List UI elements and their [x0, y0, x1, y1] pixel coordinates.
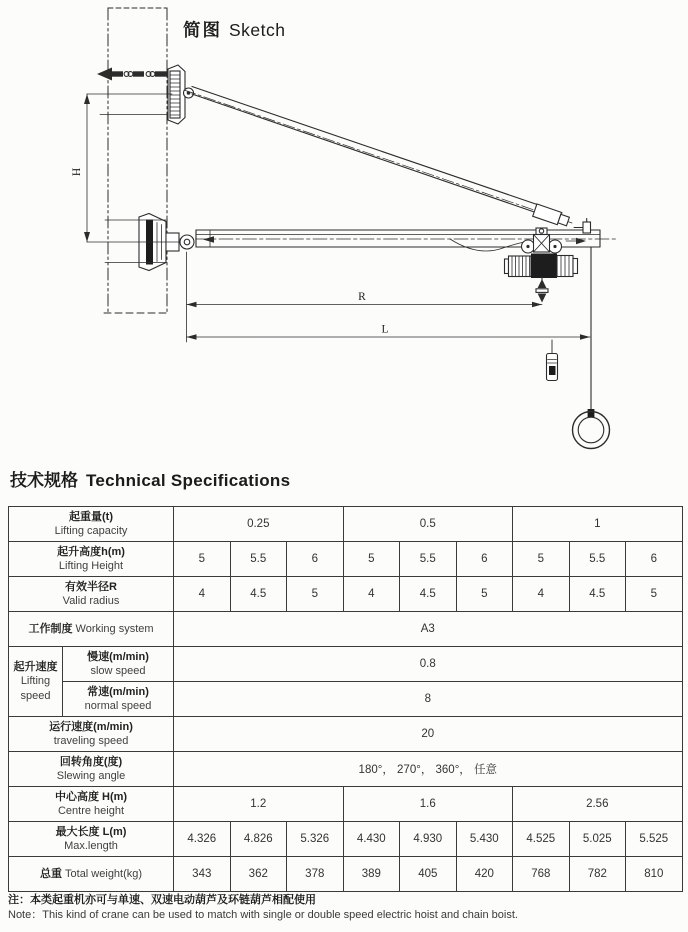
row-label: 起升速度 Lifting speed: [9, 647, 63, 717]
spec-cell: 0.25: [174, 507, 344, 542]
row-slewing-angle: [9, 752, 683, 787]
spec-cell: 6: [287, 542, 344, 577]
spec-cell: 0.8: [174, 647, 683, 682]
row-label: 工作制度 Working system: [9, 612, 174, 647]
footnotes: [8, 893, 518, 923]
row-label: 运行速度(m/min) traveling speed: [9, 717, 174, 752]
spec-cell: 810: [626, 857, 683, 892]
sketch-title: [183, 17, 286, 42]
spec-cell: 4.930: [400, 822, 457, 857]
spec-table: [8, 506, 683, 892]
tie-rod: [184, 87, 572, 228]
row-working-system: [9, 612, 683, 647]
spec-cell: 4: [174, 577, 231, 612]
spec-cell: 4.430: [343, 822, 400, 857]
row-valid-radius: [9, 577, 683, 612]
footnote-en: Note：This kind of crane can be used to match with single or double speed electric hoist and chain boist.: [8, 908, 518, 921]
spec-cell: 5: [456, 577, 513, 612]
dim-label-h: H: [71, 167, 83, 177]
spec-cell: 5.025: [569, 822, 626, 857]
section-heading-zh: 技术规格: [10, 471, 78, 490]
row-slow-speed: [9, 647, 683, 682]
spec-cell: 6: [456, 542, 513, 577]
sketch-title-zh: 简图: [183, 20, 222, 40]
spec-cell: 782: [569, 857, 626, 892]
section-heading-en: Technical Specifications: [86, 471, 291, 490]
spec-cell: 5: [626, 577, 683, 612]
wall-column: [104, 8, 170, 313]
spec-cell: 5.5: [230, 542, 287, 577]
row-label: 最大长度 L(m) Max.length: [9, 822, 174, 857]
spec-cell: 420: [456, 857, 513, 892]
row-lifting-capacity: [9, 507, 683, 542]
row-sublabel: 常速(m/min) normal speed: [63, 682, 174, 717]
row-label: 有效半径R Valid radius: [9, 577, 174, 612]
row-sublabel: 慢速(m/min) slow speed: [63, 647, 174, 682]
cable-and-ring: [573, 247, 610, 449]
top-bracket: [168, 65, 194, 124]
anchor-arrow-icon: [97, 68, 169, 81]
spec-cell: 768: [513, 857, 570, 892]
spec-cell: 5: [513, 542, 570, 577]
hook-arrow-icon: [536, 277, 548, 303]
row-lifting-height: [9, 542, 683, 577]
hoist-trolley: [522, 228, 562, 253]
row-label: 起升高度h(m) Lifting Height: [9, 542, 174, 577]
spec-cell: A3: [174, 612, 683, 647]
spec-cell: 378: [287, 857, 344, 892]
spec-cell: 4.826: [230, 822, 287, 857]
electric-hoist: [505, 254, 578, 279]
sketch-title-en: Sketch: [229, 20, 286, 40]
spec-cell: 1.6: [343, 787, 513, 822]
spec-cell: 4.326: [174, 822, 231, 857]
spec-cell: 4: [513, 577, 570, 612]
spec-cell: 2.56: [513, 787, 683, 822]
spec-cell: 5: [287, 577, 344, 612]
spec-cell: 362: [230, 857, 287, 892]
dim-label-r: R: [358, 291, 366, 303]
spec-cell: 4.5: [400, 577, 457, 612]
row-centre-height: [9, 787, 683, 822]
row-normal-speed: [9, 682, 683, 717]
spec-cell: 5.525: [626, 822, 683, 857]
spec-cell: 343: [174, 857, 231, 892]
spec-cell: 5: [343, 542, 400, 577]
spec-cell: 389: [343, 857, 400, 892]
spec-cell: 180°， 270°， 360°， 任意: [174, 752, 683, 787]
spec-cell: 5.430: [456, 822, 513, 857]
spec-cell: 4.525: [513, 822, 570, 857]
section-heading: [10, 466, 290, 491]
dim-label-l: L: [381, 323, 389, 336]
spec-cell: 405: [400, 857, 457, 892]
spec-cell: 5.5: [569, 542, 626, 577]
row-label: 中心高度 H(m) Centre height: [9, 787, 174, 822]
row-label: 回转角度(度) Slewing angle: [9, 752, 174, 787]
row-label: 总重 Total weight(kg): [9, 857, 174, 892]
dimension-lines: [87, 94, 590, 342]
row-max-length: [9, 822, 683, 857]
spec-cell: 6: [626, 542, 683, 577]
spec-cell: 5.326: [287, 822, 344, 857]
spec-cell: 8: [174, 682, 683, 717]
spec-cell: 1: [513, 507, 683, 542]
spec-cell: 4: [343, 577, 400, 612]
spec-cell: 4.5: [569, 577, 626, 612]
spec-cell: 1.2: [174, 787, 344, 822]
spec-cell: 20: [174, 717, 683, 752]
row-traveling-speed: [9, 717, 683, 752]
row-total-weight: [9, 857, 683, 892]
spec-cell: 5.5: [400, 542, 457, 577]
pendant-control: [547, 340, 558, 381]
crane-sketch: [0, 0, 688, 460]
row-label: 起重量(t) Lifting capacity: [9, 507, 174, 542]
spec-cell: 0.5: [343, 507, 513, 542]
spec-cell: 4.5: [230, 577, 287, 612]
footnote-zh: 注：本类起重机亦可与单速、双速电动葫芦及环链葫芦相配使用: [8, 894, 316, 906]
spec-cell: 5: [174, 542, 231, 577]
